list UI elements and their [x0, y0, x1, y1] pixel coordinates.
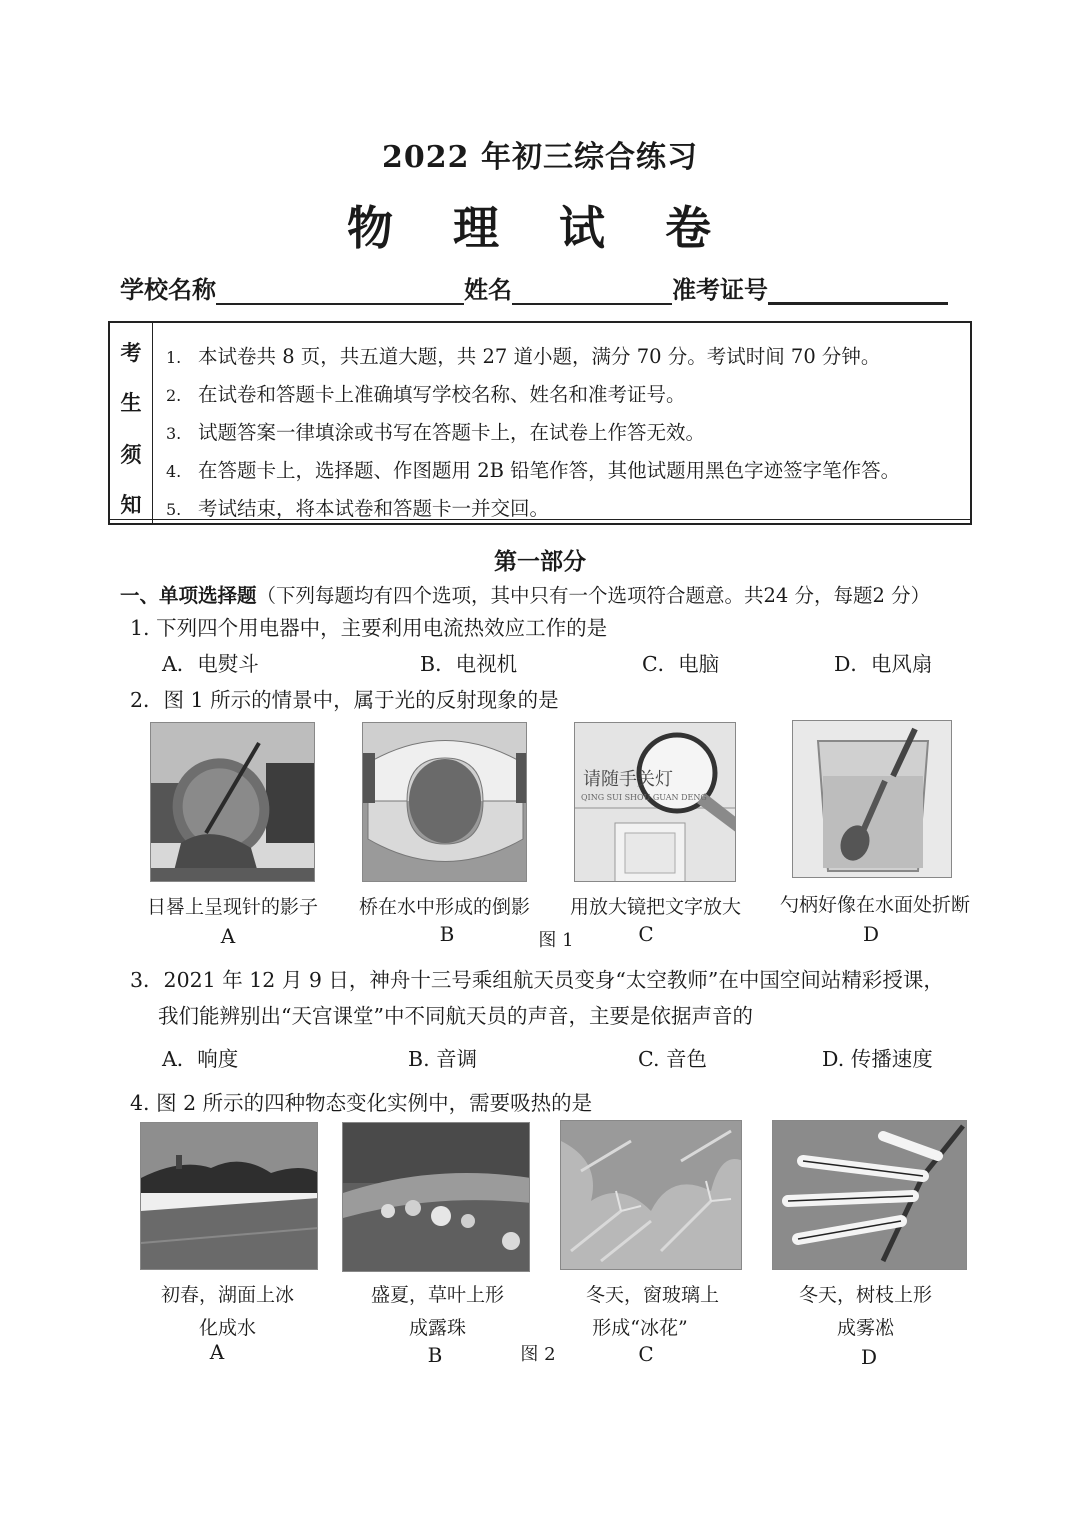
student-info-row [120, 270, 948, 305]
figure2-caption-b-line2: 成露珠 [408, 1317, 466, 1339]
figure1-caption-d: 勺柄好像在水面处折断 [779, 894, 970, 916]
q1-option-c[interactable]: C．电脑 [642, 652, 720, 676]
school-label: 学校名称 [120, 275, 216, 304]
figure2-caption-d-line1: 冬天，树枝上形 [798, 1284, 932, 1306]
q3-option-d[interactable]: D. 传播速度 [822, 1047, 933, 1071]
question-2-stem: 2．图 1 所示的情景中，属于光的反射现象的是 [130, 688, 559, 712]
notice-side-char: 生 [120, 390, 142, 415]
q1-option-d[interactable]: D．电风扇 [834, 652, 933, 676]
sign-text-pinyin: QING SUI SHOU GUAN DENG [581, 793, 707, 802]
figure2-caption-c-line1: 冬天，窗玻璃上 [585, 1284, 719, 1306]
bridge-reflection-photo [362, 722, 527, 882]
spoon-in-water-photo [792, 720, 952, 878]
exam-notice-box [108, 321, 972, 525]
exam-subtitle: 2022 年初三综合练习 [382, 140, 698, 175]
q3-option-a[interactable]: A．响度 [162, 1047, 239, 1071]
figure1-label: 图 1 [538, 930, 574, 951]
notice-side-char: 知 [120, 492, 142, 517]
question-3-line1: 3．2021 年 12 月 9 日，神舟十三号乘组航天员变身“太空教师”在中国空间站精彩授课， [130, 968, 944, 992]
school-blank[interactable] [216, 277, 464, 305]
lake-ice-photo [140, 1122, 318, 1270]
figure2-letter-a: A [209, 1340, 225, 1364]
figure1-letter-c: C [638, 922, 654, 946]
rime-branch-photo [772, 1120, 967, 1270]
figure1-caption-a: 日晷上呈现针的影子 [146, 896, 318, 918]
name-blank[interactable] [512, 277, 672, 305]
question-4-stem: 4. 图 2 所示的四种物态变化实例中，需要吸热的是 [130, 1091, 593, 1115]
figure2-caption-b-line1: 盛夏，草叶上形 [370, 1284, 504, 1306]
figure1-caption-c: 用放大镜把文字放大 [569, 896, 741, 918]
figure1-caption-b: 桥在水中形成的倒影 [358, 896, 530, 918]
q1-option-b[interactable]: B．电视机 [420, 652, 518, 676]
name-label: 姓名 [464, 275, 512, 304]
notice-item: 5. 考试结束，将本试卷和答题卡一并交回。 [166, 497, 550, 520]
figure2-label: 图 2 [520, 1344, 556, 1365]
notice-item: 1. 本试卷共 8 页，共五道大题，共 27 道小题，满分 70 分。考试时间 70 分钟。 [166, 345, 881, 368]
notice-item: 4. 在答题卡上，选择题、作图题用 2B 铅笔作答，其他试题用黑色字迹签字笔作答。 [166, 459, 901, 482]
exam-title: 物 理 试 卷 [346, 201, 734, 255]
section-heading: 一、单项选择题（下列每题均有四个选项，其中只有一个选项符合题意。共24 分，每题2 分） [120, 584, 931, 607]
figure2-caption-d-line2: 成雾凇 [836, 1317, 894, 1339]
q3-option-c[interactable]: C. 音色 [638, 1047, 707, 1071]
figure2-letter-b: B [427, 1343, 443, 1367]
id-label: 准考证号 [672, 275, 768, 304]
notice-side-char: 须 [120, 442, 142, 467]
figure2-caption-c-line2: 形成“冰花” [592, 1317, 688, 1339]
q3-option-b[interactable]: B. 音调 [408, 1047, 478, 1071]
sundial-photo [150, 722, 315, 882]
dew-drops-photo [342, 1122, 530, 1272]
id-blank[interactable] [768, 276, 948, 305]
question-3-line2: 我们能辨别出“天宫课堂”中不同航天员的声音，主要是依据声音的 [158, 1004, 753, 1028]
figure2-letter-d: D [860, 1345, 878, 1369]
notice-side-char: 考 [120, 340, 142, 365]
window-frost-photo [560, 1120, 742, 1270]
figure1-letter-d: D [862, 922, 880, 946]
figure2-letter-c: C [638, 1342, 654, 1366]
sign-text-main: 请随手关灯 [583, 769, 673, 790]
q1-option-a[interactable]: A．电熨斗 [162, 652, 259, 676]
figure2-caption-a-line1: 初春，湖面上冰 [160, 1284, 294, 1306]
question-1-stem: 1. 下列四个用电器中，主要利用电流热效应工作的是 [130, 616, 608, 640]
figure2-caption-a-line2: 化成水 [198, 1317, 256, 1339]
part-title: 第一部分 [494, 548, 586, 575]
notice-item: 2. 在试卷和答题卡上准确填写学校名称、姓名和准考证号。 [166, 383, 686, 406]
magnifier-photo [574, 722, 736, 882]
notice-side-label [110, 323, 153, 523]
notice-item: 3. 试题答案一律填涂或书写在答题卡上，在试卷上作答无效。 [166, 421, 706, 444]
figure1-letter-b: B [439, 922, 455, 946]
figure1-letter-a: A [220, 924, 236, 948]
